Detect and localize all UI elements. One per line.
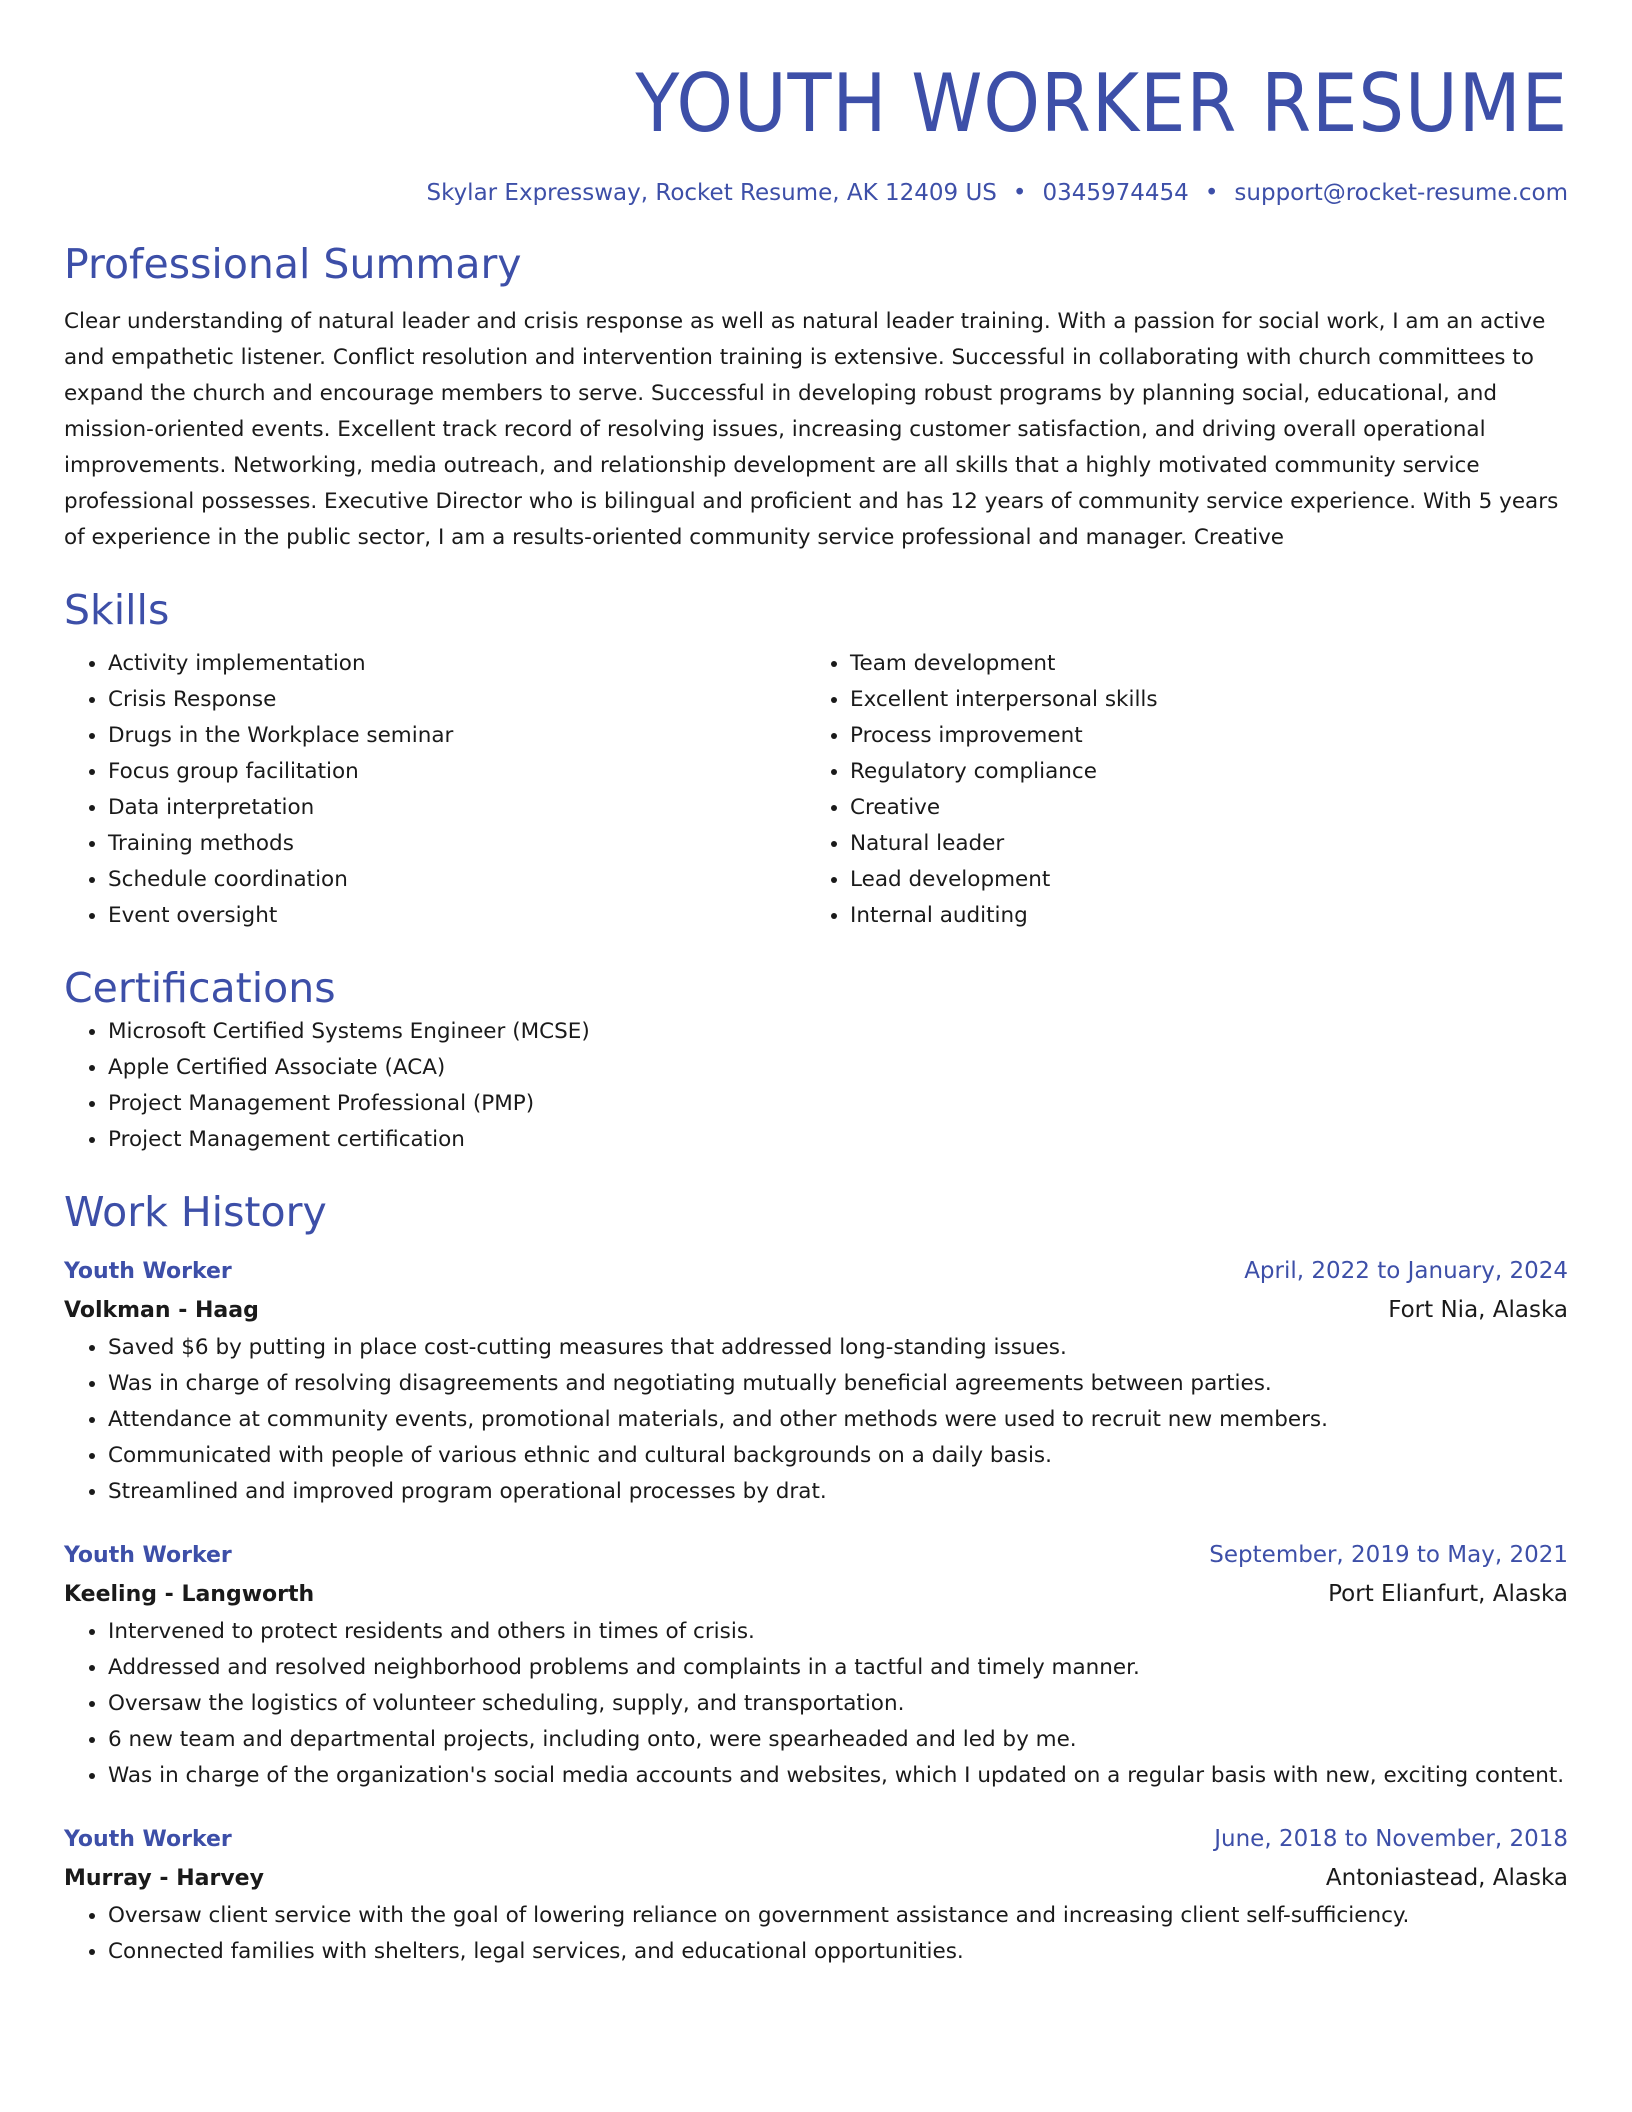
job-company-row [64, 1859, 1568, 1898]
job-location: Port Elianfurt, Alaska [1328, 1581, 1568, 1607]
skill-item: • Schedule coordination [108, 862, 806, 898]
contact-address: Skylar Expressway, Rocket Resume, AK 12409 US [426, 180, 997, 206]
job-company-row [64, 1575, 1568, 1614]
certifications-heading: Certifications [64, 964, 336, 1012]
job-bullets [64, 1898, 1568, 1970]
skills-list-right [806, 646, 1548, 934]
skill-item: • Natural leader [850, 826, 1548, 862]
certification-item: • Project Management certification [108, 1122, 1568, 1158]
job-entry [64, 1252, 1568, 1510]
work-history-heading: Work History [64, 1188, 327, 1236]
job-bullet: • Intervened to protect residents and others in times of crisis. [108, 1614, 1568, 1650]
job-location: Antoniastead, Alaska [1325, 1865, 1568, 1891]
job-company: Keeling - Langworth [64, 1582, 315, 1607]
skills-list-left [64, 646, 806, 934]
skills-column-right [806, 646, 1548, 934]
contact-separator: • [1204, 180, 1219, 206]
skill-item: • Regulatory compliance [850, 754, 1548, 790]
skill-item: • Activity implementation [108, 646, 806, 682]
job-company-row [64, 1291, 1568, 1330]
job-bullet: • Attendance at community events, promotional materials, and other methods were used to recruit new members. [108, 1402, 1568, 1438]
contact-line [64, 178, 1568, 208]
job-title: Youth Worker [64, 1827, 232, 1852]
contact-separator: • [1012, 180, 1027, 206]
resume-title: YOUTH WORKER RESUME [635, 57, 1568, 150]
job-bullet: • Connected families with shelters, legal services, and educational opportunities. [108, 1934, 1568, 1970]
job-dates: April, 2022 to January, 2024 [1244, 1258, 1568, 1284]
job-header-row [64, 1820, 1568, 1859]
skills-grid [64, 646, 1568, 934]
job-bullets [64, 1614, 1568, 1794]
job-company: Murray - Harvey [64, 1866, 264, 1891]
job-dates: September, 2019 to May, 2021 [1209, 1542, 1568, 1568]
summary-heading: Professional Summary [64, 240, 522, 288]
skill-item: • Process improvement [850, 718, 1548, 754]
job-location: Fort Nia, Alaska [1388, 1297, 1568, 1323]
skill-item: • Training methods [108, 826, 806, 862]
contact-phone: 0345974454 [1042, 180, 1189, 206]
skills-column-left [64, 646, 806, 934]
skill-item: • Focus group facilitation [108, 754, 806, 790]
skill-item: • Lead development [850, 862, 1548, 898]
job-bullet: • Addressed and resolved neighborhood problems and complaints in a tactful and timely manner. [108, 1650, 1568, 1686]
certification-item: • Project Management Professional (PMP) [108, 1086, 1568, 1122]
job-company: Volkman - Haag [64, 1298, 259, 1323]
certification-item: • Apple Certified Associate (ACA) [108, 1050, 1568, 1086]
job-header-row [64, 1252, 1568, 1291]
job-entry [64, 1820, 1568, 1970]
skill-item: • Event oversight [108, 898, 806, 934]
job-header-row [64, 1536, 1568, 1575]
job-bullet: • Oversaw client service with the goal of lowering reliance on government assistance and increasing client self-sufficiency. [108, 1898, 1568, 1934]
job-bullet: • Communicated with people of various ethnic and cultural backgrounds on a daily basis. [108, 1438, 1568, 1474]
skill-item: • Drugs in the Workplace seminar [108, 718, 806, 754]
job-title: Youth Worker [64, 1259, 232, 1284]
skill-item: • Data interpretation [108, 790, 806, 826]
certifications-list [64, 1014, 1568, 1158]
job-bullet: • Oversaw the logistics of volunteer scheduling, supply, and transportation. [108, 1686, 1568, 1722]
certification-item: • Microsoft Certified Systems Engineer (MCSE) [108, 1014, 1568, 1050]
skill-item: • Crisis Response [108, 682, 806, 718]
job-title: Youth Worker [64, 1543, 232, 1568]
job-bullet: • Saved $6 by putting in place cost-cutting measures that addressed long-standing issues. [108, 1330, 1568, 1366]
summary-text: Clear understanding of natural leader and crisis response as well as natural leader training. With a passion for social work, I am an active and empathetic listener. Conflict resolution and intervention training is extensive. Successful in collaborating with church committees to expand the church and encourage members to serve. Successful in developing robust programs by planning social, educational, and mission-oriented events. Excellent track record of resolving issues, increasing customer satisfaction, and driving overall operational improvements. Networking, media outreach, and relationship development are all skills that a highly motivated community service professional possesses. Executive Director who is bilingual and proficient and has 12 years of community service experience. With 5 years of experience in the public sector, I am a results-oriented community service professional and manager. Creative [64, 309, 1559, 550]
job-bullet: • Streamlined and improved program operational processes by drat. [108, 1474, 1568, 1510]
resume-page [64, 0, 1568, 1970]
skill-item: • Internal auditing [850, 898, 1548, 934]
job-entry [64, 1536, 1568, 1794]
contact-email: support@rocket-resume.com [1234, 180, 1568, 206]
job-dates: June, 2018 to November, 2018 [1214, 1826, 1568, 1852]
skill-item: • Team development [850, 646, 1548, 682]
job-bullet: • Was in charge of resolving disagreements and negotiating mutually beneficial agreements between parties. [108, 1366, 1568, 1402]
skill-item: • Excellent interpersonal skills [850, 682, 1548, 718]
job-bullet: • 6 new team and departmental projects, including onto, were spearheaded and led by me. [108, 1722, 1568, 1758]
skill-item: • Creative [850, 790, 1548, 826]
skills-heading: Skills [64, 586, 170, 634]
job-bullet: • Was in charge of the organization's social media accounts and websites, which I updated on a regular basis with new, exciting content. [108, 1758, 1568, 1794]
job-bullets [64, 1330, 1568, 1510]
